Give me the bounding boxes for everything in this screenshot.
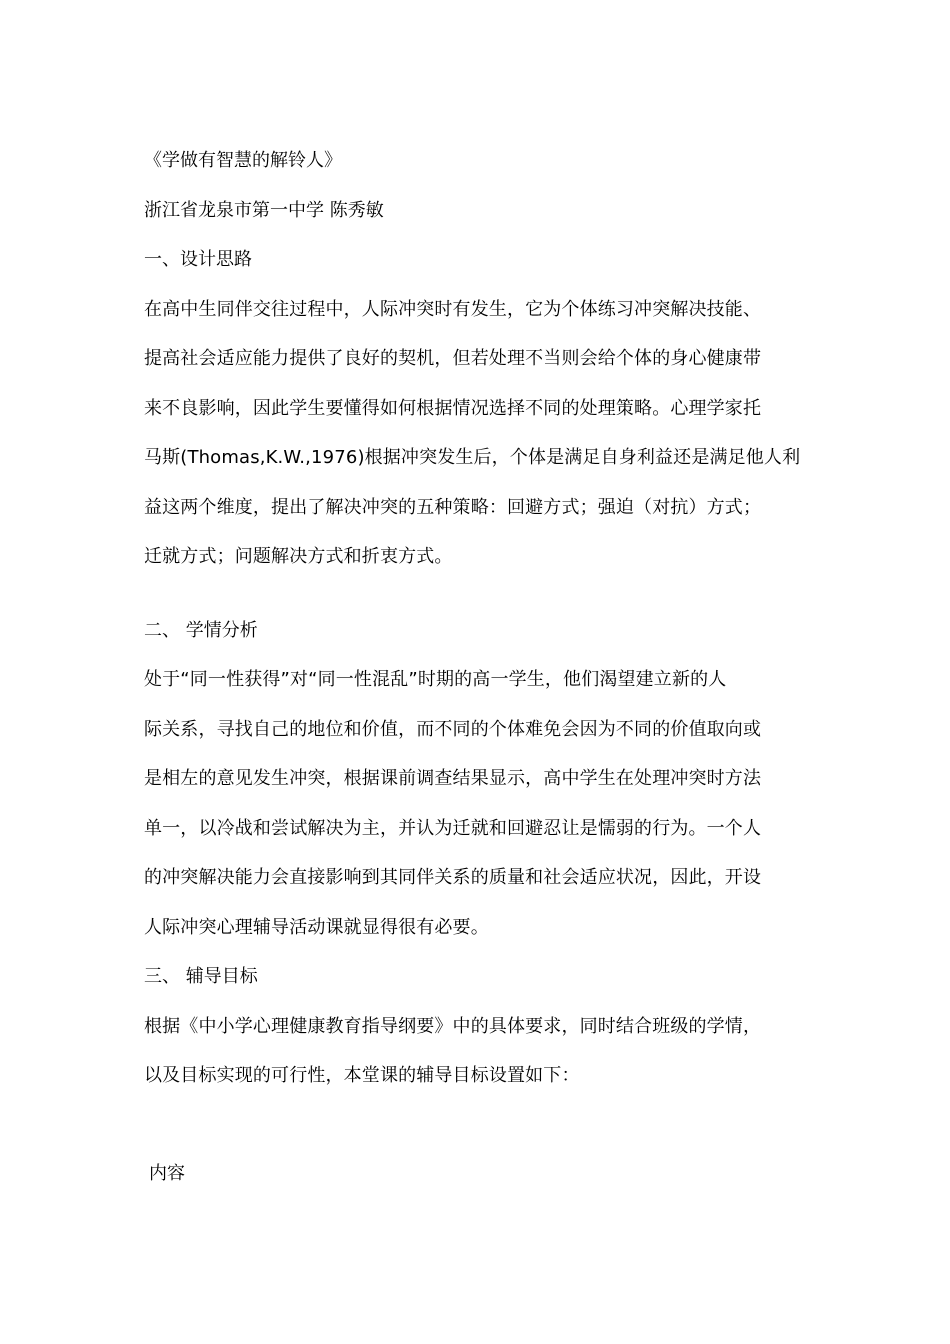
section-heading-design: 一、设计思路 [144, 249, 252, 270]
document-page [144, 136, 814, 1198]
table-spacer [144, 1101, 814, 1149]
analysis-paragraph [144, 655, 814, 952]
paragraph-line: 人际冲突心理辅导活动课就显得很有必要。 [144, 916, 489, 938]
paragraph-line: 益这两个维度，提出了解决冲突的五种策略：回避方式；强迫（对抗）方式； [144, 496, 762, 518]
paragraph-line: 际关系，寻找自己的地位和价值，而不同的个体难免会因为不同的价值取向或 [144, 718, 762, 740]
author-line: 浙江省龙泉市第一中学 陈秀敏 [144, 199, 384, 221]
paragraph-line: 是相左的意见发生冲突，根据课前调查结果显示，高中学生在处理冲突时方法 [144, 768, 762, 789]
goals-table [144, 1149, 814, 1199]
design-paragraph [144, 285, 814, 582]
section-spacer [144, 582, 814, 606]
paragraph-line: 处于“同一性获得”对“同一性混乱”时期的高一学生，他们渴望建立新的人 [144, 669, 727, 690]
paragraph-line: 以及目标实现的可行性，本堂课的辅导目标设置如下： [144, 1065, 580, 1086]
paragraph-line: 来不良影响，因此学生要懂得如何根据情况选择不同的处理策略。心理学家托 [144, 397, 762, 419]
section-heading-goals: 三、 辅导目标 [144, 966, 258, 987]
section-heading-analysis: 二、 学情分析 [144, 619, 258, 641]
paragraph-line: 在高中生同伴交往过程中，人际冲突时有发生，它为个体练习冲突解决技能、 [144, 298, 762, 320]
paragraph-line: 的冲突解决能力会直接影响到其同伴关系的质量和社会适应状况，因此，开设 [144, 867, 762, 888]
paragraph-line: 根据《中小学心理健康教育指导纲要》中的具体要求，同时结合班级的学情， [144, 1015, 762, 1037]
paragraph-line: 提高社会适应能力提供了良好的契机，但若处理不当则会给个体的身心健康带 [144, 348, 762, 369]
document-title: 《学做有智慧的解铃人》 [144, 150, 342, 171]
goals-paragraph [144, 1002, 814, 1101]
paragraph-line: 单一，以冷战和尝试解决为主，并认为迁就和回避忍让是懦弱的行为。一个人 [144, 817, 762, 839]
paragraph-line: 迁就方式；问题解决方式和折衷方式。 [144, 546, 453, 567]
table-header-cell-content: 内容 [149, 1162, 185, 1184]
paragraph-line: 马斯(Thomas,K.W.,1976)根据冲突发生后，个体是满足自身利益还是满足他人利 [144, 447, 801, 468]
